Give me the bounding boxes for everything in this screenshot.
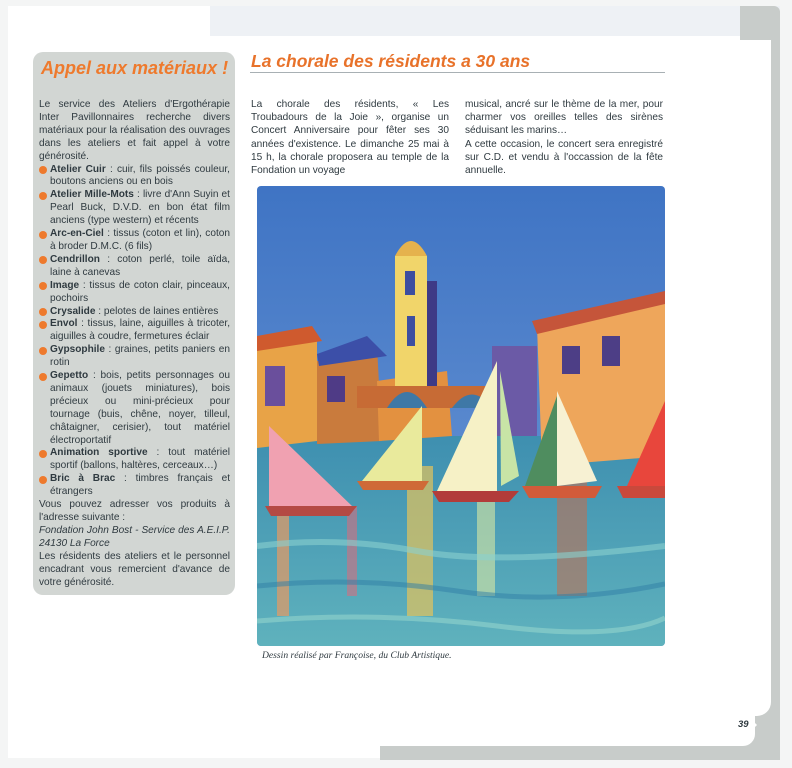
materials-list-item — [39, 189, 230, 228]
article-paragraph-3: A cette occasion, le concert sera enregistré sur C.D. et vendu à l'occassion de la fête annuelle. — [465, 138, 663, 177]
materials-list-item — [39, 473, 230, 499]
workshop-needs: : pelotes de laines entières — [95, 305, 219, 317]
materials-list-item — [39, 447, 230, 473]
painting-illustration — [257, 186, 665, 646]
materials-list-item — [39, 344, 230, 370]
bullet-icon — [39, 321, 47, 329]
workshop-needs: : graines, petits paniers en rotin — [50, 344, 230, 369]
bullet-icon — [39, 347, 47, 355]
materials-list-item — [39, 370, 230, 447]
workshop-name: Animation sportive — [50, 447, 148, 459]
materials-list-item — [39, 306, 230, 319]
materials-list-item — [39, 164, 230, 190]
thanks-text: Les résidents des ateliers et le personnel encadrant vous remercient d'avance de votre générosité. — [39, 550, 230, 588]
sidebar-body — [39, 99, 230, 589]
workshop-needs: : tout matériel sportif (ballons, haltères, cerceaux…) — [50, 447, 230, 472]
bullet-icon — [39, 166, 47, 174]
article-panel-bottom — [245, 676, 755, 746]
workshop-name: Envol — [50, 318, 78, 330]
workshop-name: Atelier Mille-Mots — [50, 189, 134, 201]
materials-list-item — [39, 318, 230, 344]
bullet-icon — [39, 231, 47, 239]
sidebar-title: Appel aux matériaux ! — [41, 58, 229, 78]
address-intro: Vous pouvez adresser vos produits à l'adresse suivante : — [39, 499, 230, 523]
workshop-name: Arc-en-Ciel — [50, 228, 104, 240]
materials-list-item — [39, 228, 230, 254]
top-band — [210, 6, 780, 36]
materials-list-item — [39, 254, 230, 280]
bullet-icon — [39, 476, 47, 484]
workshop-name: Crysalide — [50, 305, 96, 317]
workshop-name: Image — [50, 279, 80, 291]
article-paragraph-1: La chorale des résidents, « Les Troubadours de la Joie », organise un Concert Anniversaire pour fêter ses 30 années d'existence. Le dimanche 25 mai à 15 h, la chorale proposera au temple de la Fondation un voyage — [251, 99, 449, 177]
bullet-icon — [39, 308, 47, 316]
workshop-needs: : tissus (coton et lin), coton à broder D.M.C. (6 fils) — [50, 228, 230, 252]
workshop-name: Gepetto — [50, 370, 89, 382]
workshop-needs: : cuir, fils poissés couleur, boutons anciens ou en bois — [50, 163, 230, 188]
workshop-needs: : tissus de coton clair, pinceaux, pochoirs — [50, 279, 230, 304]
workshop-needs: : tissus, laine, aiguilles à tricoter, aiguilles à coudre, fermetures éclair — [50, 318, 230, 343]
article-paragraph-2: musical, ancré sur le thème de la mer, pour charmer vos oreilles telles des sirènes séduisant les marins… — [465, 99, 663, 137]
materials-list-item — [39, 280, 230, 306]
page-number: 39 — [738, 719, 749, 730]
materials-list — [39, 164, 230, 500]
bullet-icon — [39, 192, 47, 200]
workshop-name: Cendrillon — [50, 253, 100, 265]
title-divider — [250, 72, 665, 73]
page-arrow-icon — [752, 720, 757, 730]
bullet-icon — [39, 282, 47, 290]
workshop-name: Atelier Cuir — [50, 163, 106, 175]
article-column-left — [251, 98, 449, 177]
workshop-needs: : bois, petits personnages ou animaux (jouets miniatures), bois précieux ou mini-précieux pour tournage (buis, chêne, noyer, tilleul, châtaigner, cerisier), tout matériel électroportatif — [50, 370, 230, 446]
workshop-name: Gypsophile — [50, 344, 105, 356]
sidebar-intro: Le service des Ateliers d'Ergothérapie Inter Pavillonnaires recherche divers matériaux pour la réalisation des ouvrages dans les ateliers et fait appel à votre générosité. — [39, 99, 230, 162]
article-column-right — [465, 98, 663, 177]
workshop-needs: : livre d'Ann Suyin et Pearl Buck, D.V.D. en bon état film anciens (type western) et récents — [50, 189, 230, 227]
workshop-needs: : coton perlé, toile aïda, laine à canevas — [50, 253, 230, 278]
bullet-icon — [39, 450, 47, 458]
address: Fondation John Bost - Service des A.E.I.P. 24130 La Force — [39, 524, 230, 549]
workshop-needs: : timbres français et étrangers — [50, 473, 230, 498]
article-title: La chorale des résidents a 30 ans — [251, 51, 531, 71]
workshop-name: Bric à Brac — [50, 473, 116, 485]
bullet-icon — [39, 373, 47, 381]
painting-caption: Dessin réalisé par Françoise, du Club Artistique. — [262, 650, 452, 661]
bottom-frame — [380, 746, 780, 760]
harbor-painting — [257, 186, 665, 646]
bullet-icon — [39, 256, 47, 264]
